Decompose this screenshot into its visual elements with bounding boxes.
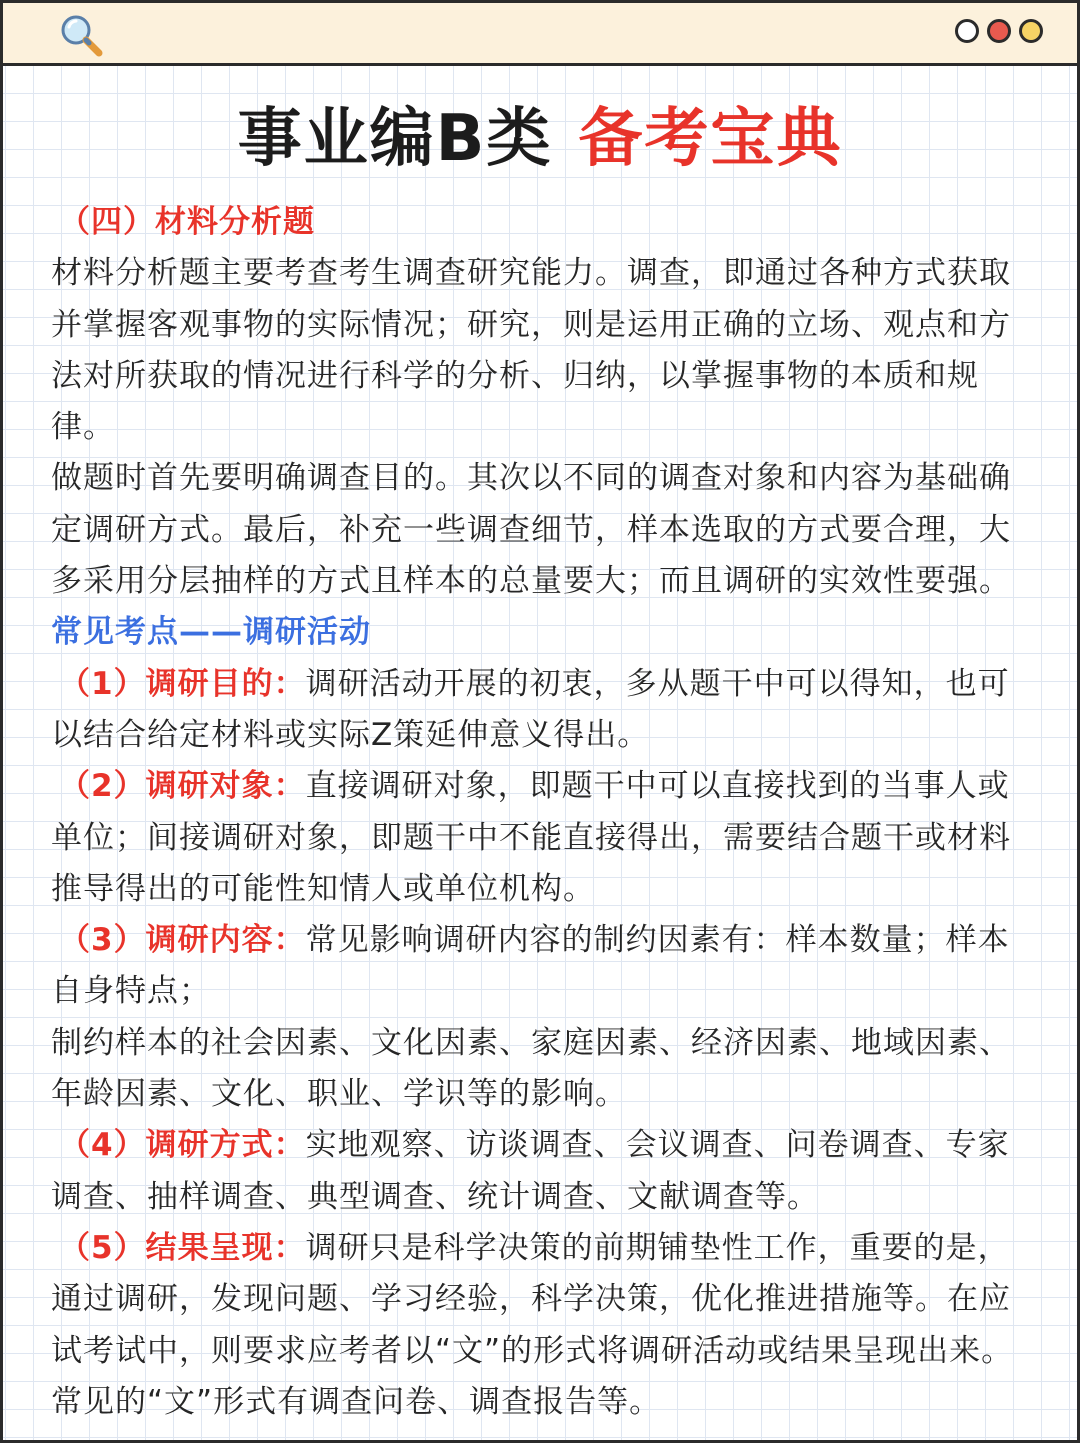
- dot-white-icon[interactable]: [955, 19, 979, 43]
- section-paragraph-2: 做题时首先要明确调查目的。其次以不同的调查对象和内容为基础确定调研方式。最后，补充一些调查细节，样本选取的方式要合理，大多采用分层抽样的方式且样本的总量要大；而且调研的实效性要强。: [51, 460, 1011, 600]
- item-2-label: （2）调研对象：: [59, 768, 306, 805]
- subheading: 常见考点——调研活动: [51, 614, 371, 651]
- window-controls: [955, 19, 1043, 43]
- dot-yellow-icon[interactable]: [1019, 19, 1043, 43]
- section-heading: （四）材料分析题: [59, 204, 315, 240]
- item-4-label: （4）调研方式：: [59, 1127, 306, 1164]
- dot-red-icon[interactable]: [987, 19, 1011, 43]
- item-4: [51, 1120, 1037, 1223]
- item-4-text: 实地观察、访谈调查、会议调查、问卷调查、专家调查、抽样调查、典型调查、统计调查、文献调查等。: [51, 1127, 1010, 1215]
- item-3-text: 常见影响调研内容的制约因素有：样本数量；样本自身特点；: [51, 922, 1010, 1010]
- page-title: [3, 97, 1077, 181]
- article-body: [51, 197, 1037, 1428]
- section-paragraph-1: 材料分析题主要考查考生调查研究能力。调查，即通过各种方式获取并掌握客观事物的实际情况；研究，则是运用正确的立场、观点和方法对所获取的情况进行科学的分析、归纳，以掌握事物的本质和规律。: [51, 255, 1011, 446]
- item-1: [51, 659, 1037, 762]
- item-3: [51, 915, 1037, 1018]
- item-2-text: 直接调研对象，即题干中可以直接找到的当事人或单位；间接调研对象，即题干中不能直接得出，需要结合题干或材料推导得出的可能性知情人或单位机构。: [51, 768, 1011, 907]
- item-1-label: （1）调研目的：: [59, 665, 306, 702]
- item-2: [51, 761, 1037, 915]
- item-5: [51, 1223, 1037, 1428]
- title-part-2: 备考宝典: [578, 102, 843, 176]
- search-icon[interactable]: [57, 11, 105, 59]
- item-1-text: 调研活动开展的初衷，多从题干中可以得知，也可以结合给定材料或实际Z策延伸意义得出。: [51, 665, 1010, 753]
- item-3-label: （3）调研内容：: [59, 922, 306, 959]
- top-bar: [3, 3, 1077, 66]
- item-5-text: 调研只是科学决策的前期铺垫性工作，重要的是，通过调研，发现问题、学习经验，科学决策，优化推进措施等。在应试考试中，则要求应考者以“文”的形式将调研活动或结果呈现出来。常见的“文”形式有调查问卷、调查报告等。: [51, 1229, 1014, 1420]
- item-5-label: （5）结果呈现：: [59, 1229, 306, 1266]
- item-3-extra: 制约样本的社会因素、文化因素、家庭因素、经济因素、地域因素、年龄因素、文化、职业、学识等的影响。: [51, 1024, 1011, 1113]
- title-part-1: 事业编B类: [237, 102, 553, 176]
